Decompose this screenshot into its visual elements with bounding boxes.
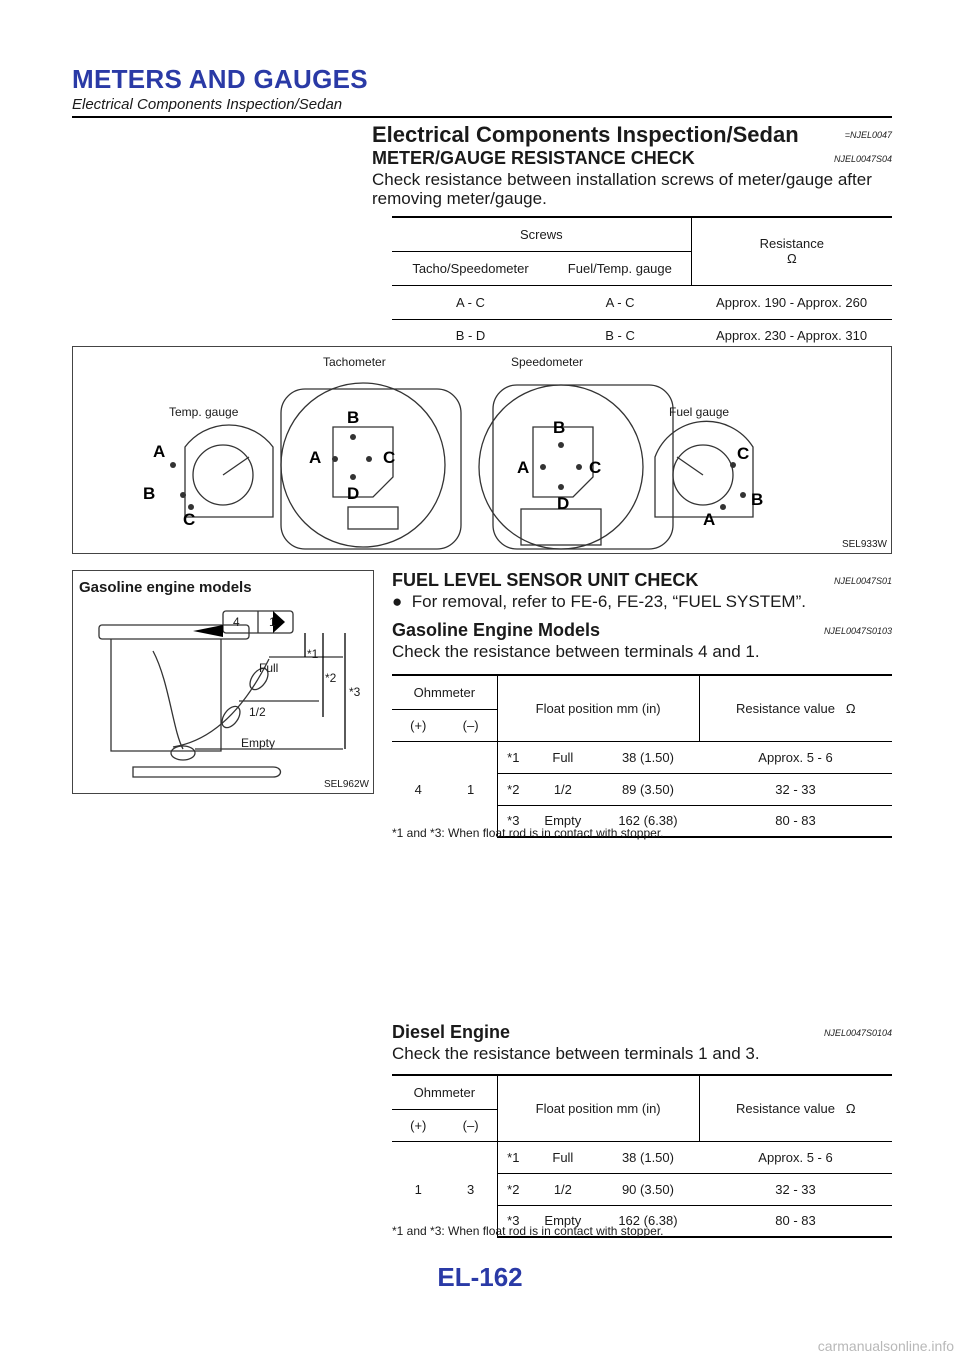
fuel-level-bullet: [392, 592, 806, 611]
negative-terminal: 1: [444, 741, 497, 837]
meter-check-instruction: Check resistance between installation screws of meter/gauge after removing meter/gauge.: [372, 170, 872, 208]
table-cell: 89 (3.50): [597, 773, 699, 805]
float-position-header: Float position mm (in): [497, 675, 699, 741]
meter-resistance-table: [392, 216, 892, 354]
table-cell: 1/2: [529, 773, 597, 805]
speedo-screw-b: B: [553, 418, 566, 437]
tachometer-label: Tachometer: [323, 355, 386, 369]
meter-check-code: NJEL0047S04: [833, 154, 892, 164]
star1-label: *1: [307, 647, 319, 661]
speedo-screw-c: C: [589, 458, 602, 477]
table-cell: *1: [497, 1141, 529, 1173]
plus-header: (+): [392, 709, 444, 741]
terminal-1-label: 1: [269, 615, 276, 629]
table-cell: *3: [497, 1205, 529, 1237]
table-cell: *2: [497, 773, 529, 805]
diesel-code: NJEL0047S0104: [823, 1028, 892, 1038]
temp-screw-b: B: [143, 484, 156, 503]
table-cell: Approx. 230 - Approx. 310: [691, 319, 892, 353]
float-position-header: Float position mm (in): [497, 1075, 699, 1141]
figure2-code: SEL962W: [323, 779, 369, 790]
page-header-subtitle: Electrical Components Inspection/Sedan: [72, 96, 343, 113]
resistance-value-header: [699, 675, 892, 741]
minus-header: (–): [444, 1109, 497, 1141]
fuel-level-code: NJEL0047S01: [833, 576, 892, 586]
diesel-note: *1 and *3: When float rod is in contact with stopper.: [392, 1224, 664, 1238]
table-cell: 80 - 83: [699, 805, 892, 837]
resistance-header: [691, 217, 892, 285]
temp-screw-a: A: [153, 442, 166, 461]
positive-terminal: 4: [392, 741, 444, 837]
table-cell: *1: [497, 741, 529, 773]
ohmmeter-header: Ohmmeter: [392, 675, 497, 709]
gasoline-instruction: Check the resistance between terminals 4 and 1.: [392, 642, 760, 661]
table-cell: Approx. 5 - 6: [699, 1141, 892, 1173]
temp-gauge-label: Temp. gauge: [169, 405, 239, 419]
diesel-instruction: Check the resistance between terminals 1 and 3.: [392, 1044, 760, 1063]
figure1-code: SEL933W: [841, 539, 887, 550]
fuel-gauge-label: Fuel gauge: [669, 405, 730, 419]
ohm-unit: Ω: [845, 700, 856, 716]
tacho-screw-c: C: [383, 448, 396, 467]
table-cell: Full: [529, 741, 597, 773]
table-cell: 32 - 33: [699, 773, 892, 805]
section-code: =NJEL0047: [844, 130, 892, 140]
bullet-icon: ●: [392, 592, 403, 611]
meter-check-title: METER/GAUGE RESISTANCE CHECK: [372, 148, 695, 168]
resistance-value-label: Resistance value: [735, 1100, 835, 1116]
table-row: [392, 1141, 892, 1173]
figure2-title: Gasoline engine models: [79, 579, 252, 596]
minus-header: (–): [444, 709, 497, 741]
resistance-value-header: [699, 1075, 892, 1141]
bullet-text: For removal, refer to FE-6, FE-23, “FUEL SYSTEM”.: [411, 592, 806, 611]
table-cell: 38 (1.50): [597, 1141, 699, 1173]
star2-label: *2: [325, 671, 337, 685]
star3-label: *3: [349, 685, 361, 699]
meter-screws-illustration: [73, 347, 891, 553]
fuel-screw-a: A: [703, 510, 716, 529]
table-row: [392, 285, 892, 319]
resistance-value-label: Resistance value: [735, 700, 835, 716]
gasoline-resistance-table: [392, 674, 892, 838]
table-row: [392, 741, 892, 773]
table-cell: Empty: [529, 805, 597, 837]
fuel-sensor-figure: [72, 570, 374, 794]
screws-header: Screws: [392, 217, 691, 251]
table-cell: 90 (3.50): [597, 1173, 699, 1205]
ohm-unit: Ω: [845, 1100, 856, 1116]
empty-label: Empty: [241, 736, 276, 750]
page-header-title: METERS AND GAUGES: [72, 64, 368, 94]
ohm-unit: Ω: [786, 251, 797, 267]
negative-terminal: 3: [444, 1141, 497, 1237]
header-divider: [72, 116, 892, 118]
table-cell: Empty: [529, 1205, 597, 1237]
fuel-screw-c: C: [737, 444, 750, 463]
section-title: Electrical Components Inspection/Sedan: [372, 122, 799, 147]
diesel-title: Diesel Engine: [392, 1022, 511, 1042]
fuel-level-title: FUEL LEVEL SENSOR UNIT CHECK: [392, 570, 699, 590]
table-cell: Approx. 5 - 6: [699, 741, 892, 773]
gasoline-title: Gasoline Engine Models: [392, 620, 601, 640]
gasoline-note: *1 and *3: When float rod is in contact with stopper.: [392, 826, 664, 840]
col-fuel-temp-gauge: Fuel/Temp. gauge: [549, 251, 691, 285]
table-cell: 162 (6.38): [597, 805, 699, 837]
table-cell: *3: [497, 805, 529, 837]
positive-terminal: 1: [392, 1141, 444, 1237]
table-cell: 38 (1.50): [597, 741, 699, 773]
table-cell: *2: [497, 1173, 529, 1205]
ohmmeter-header: Ohmmeter: [392, 1075, 497, 1109]
speedo-screw-d: D: [557, 494, 570, 513]
tacho-screw-b: B: [347, 408, 360, 427]
tacho-screw-d: D: [347, 484, 360, 503]
table-cell: A - C: [549, 285, 691, 319]
table-cell: A - C: [392, 285, 549, 319]
col-tacho-speedometer: Tacho/Speedometer: [392, 251, 549, 285]
speedometer-label: Speedometer: [511, 355, 584, 369]
table-cell: B - D: [392, 319, 549, 353]
full-label: Full: [259, 661, 279, 675]
terminal-4-label: 4: [233, 615, 240, 629]
resistance-label: Resistance: [759, 236, 824, 252]
table-cell: B - C: [549, 319, 691, 353]
meter-screws-figure: [72, 346, 892, 554]
table-cell: Full: [529, 1141, 597, 1173]
page-number: EL-162: [437, 1262, 523, 1292]
fuel-screw-b: B: [751, 490, 764, 509]
plus-header: (+): [392, 1109, 444, 1141]
speedo-screw-a: A: [517, 458, 530, 477]
diesel-resistance-table: [392, 1074, 892, 1238]
gasoline-code: NJEL0047S0103: [823, 626, 892, 636]
half-label: 1/2: [249, 705, 266, 719]
table-cell: 1/2: [529, 1173, 597, 1205]
tacho-screw-a: A: [309, 448, 322, 467]
watermark: carmanualsonline.info: [817, 1338, 954, 1354]
table-cell: 162 (6.38): [597, 1205, 699, 1237]
temp-screw-c: C: [183, 510, 196, 529]
table-cell: Approx. 190 - Approx. 260: [691, 285, 892, 319]
table-cell: 80 - 83: [699, 1205, 892, 1237]
table-cell: 32 - 33: [699, 1173, 892, 1205]
